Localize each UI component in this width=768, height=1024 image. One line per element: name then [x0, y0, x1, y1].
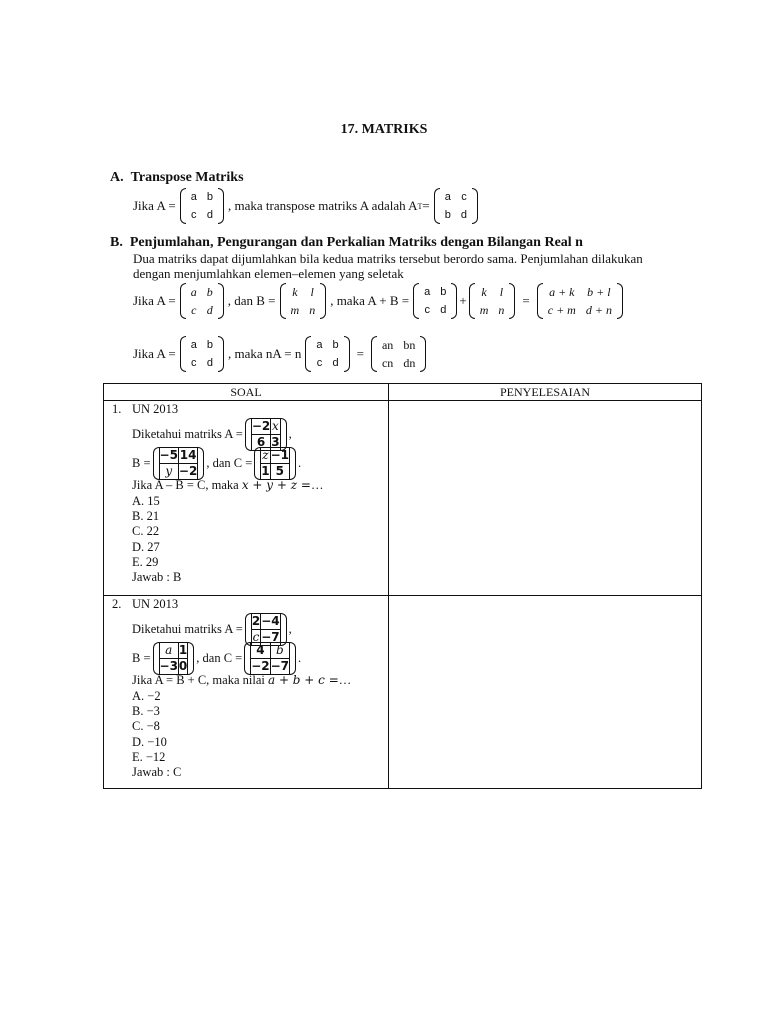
matrix-cell: c [191, 357, 197, 369]
plus-sign: + [459, 293, 467, 308]
matrix-cell: 0 [178, 659, 188, 673]
section-a-formula [133, 188, 478, 224]
section-b-paragraph-line-2: dengan menjumlahkan elemen–elemen yang seletak [133, 266, 404, 281]
matrix-cell: c [316, 357, 323, 369]
matrix-cell: d [206, 303, 213, 317]
matrix-cell: d + n [585, 303, 612, 317]
matrix-cell: −2 [251, 659, 270, 673]
matrix-a [413, 283, 457, 319]
answer: Jawab : C [132, 765, 182, 779]
matrix-row [186, 354, 218, 372]
option-b: B. 21 [132, 509, 160, 523]
problems-table [103, 383, 702, 789]
matrix-row [475, 283, 510, 301]
option-e: E. −12 [132, 750, 166, 764]
scalar-multiplication-formula [133, 336, 426, 372]
matrix-cell: −2 [178, 464, 198, 478]
problem-text: , dan C = [196, 651, 243, 665]
problem-text: Diketahui matriks A = [132, 427, 243, 441]
matrix-cell: n [309, 303, 316, 317]
formula-text: = [422, 198, 430, 213]
matrix-cell: 2 [251, 614, 261, 628]
matrix-cell: c [191, 303, 197, 317]
equals-sign: = [356, 346, 364, 361]
matrix-row [311, 354, 343, 372]
problem-text: , [288, 427, 292, 441]
section-b-heading: B. Penjumlahan, Pengurangan dan Perkalian Matriks dengan Bilangan Real n [110, 235, 583, 250]
matrix-cell: b [206, 339, 213, 351]
matrix-cell: 4 [251, 643, 270, 659]
matrix-sum-result [537, 283, 623, 319]
matrix-cell: a [190, 191, 197, 203]
matrix-cell: z [262, 448, 269, 462]
matrix-cell: c + m [547, 303, 576, 317]
matrix-cell: cn [381, 356, 394, 370]
option-d: D. −10 [132, 735, 167, 749]
matrix-cell: y [159, 464, 178, 480]
formula-text: Jika A = [133, 293, 176, 308]
matrix-row [186, 283, 218, 301]
matrix-cell: −5 [159, 448, 178, 462]
question-math: a + b + c = [267, 673, 339, 687]
matrix-cell: a [316, 339, 323, 351]
matrix-cell: b [440, 286, 447, 298]
matrix-cell: d [206, 209, 213, 221]
matrix-scalar-result [371, 336, 426, 372]
matrix-cell: m [290, 303, 300, 317]
section-b-paragraph-line-1: Dua matriks dapat dijumlahkan bila kedua matriks tersebut berordo sama. Penjumlahan dilakukan [133, 251, 643, 266]
matrix-row [286, 301, 321, 319]
matrix-row [251, 419, 280, 435]
matrix-cell: k [292, 285, 298, 299]
matrix-a [180, 283, 224, 319]
matrix-cell: a [444, 191, 451, 203]
header-soal: SOAL [104, 384, 389, 401]
penyelesaian-cell [389, 596, 702, 789]
matrix-row [186, 336, 218, 354]
problem-line-2 [132, 642, 301, 675]
formula-text: , maka transpose matriks A adalah A [227, 198, 418, 213]
problem-source: UN 2013 [132, 597, 179, 611]
matrix-cell: k [481, 285, 487, 299]
matrix-a-transpose [434, 188, 478, 224]
problem-question [132, 478, 323, 493]
matrix-cell: d [440, 304, 447, 316]
matrix-row [440, 188, 472, 206]
formula-text: , maka nA = n [227, 346, 302, 361]
question-math: x + y + z = [241, 478, 311, 492]
page-title: 17. MATRIKS [340, 122, 428, 137]
matrix-cell: 6 [251, 435, 270, 451]
matrix-row [286, 283, 321, 301]
matrix-row [159, 448, 198, 464]
question-ellipsis: … [338, 673, 352, 687]
matrix-a [180, 336, 224, 372]
matrix-cell: an [381, 338, 394, 352]
matrix-cell: 3 [271, 435, 280, 449]
transpose-superscript: T [417, 201, 423, 211]
problem-text: , [288, 622, 292, 636]
problem-text: . [298, 456, 302, 470]
matrix-row [311, 336, 343, 354]
matrix-cell: n [498, 303, 505, 317]
table-row [104, 401, 702, 596]
header-penyelesaian: PENYELESAIAN [389, 384, 702, 401]
question-text: Jika A – B = C, maka [132, 478, 242, 492]
matrix-row [186, 206, 218, 224]
matrix-cell: 14 [179, 448, 197, 462]
matrix-cell: b [206, 285, 213, 299]
matrix-row [440, 206, 472, 224]
matrix-cell: a [190, 285, 197, 299]
soal-cell [104, 596, 389, 789]
matrix-row [159, 643, 188, 659]
matrix-cell: c [424, 304, 430, 316]
matrix-cell: l [499, 285, 504, 299]
matrix-b [153, 447, 205, 480]
matrix-b [153, 642, 195, 675]
problem-text: , dan C = [206, 456, 253, 470]
matrix-cell: dn [403, 356, 416, 370]
question-text: Jika A = B + C, maka nilai [132, 673, 268, 687]
matrix-row [186, 301, 218, 319]
table-header-row [104, 384, 702, 401]
matrix-cell: 5 [270, 464, 289, 480]
matrix-cell: b [206, 191, 213, 203]
matrix-c [254, 447, 296, 480]
option-c: C. −8 [132, 719, 160, 733]
equals-sign: = [522, 293, 530, 308]
option-b: B. −3 [132, 704, 160, 718]
problem-text: B = [132, 456, 151, 470]
formula-text: Jika A = [133, 346, 176, 361]
matrix-cell: bn [403, 338, 416, 352]
formula-text: Jika A = [133, 198, 176, 213]
addition-formula [133, 283, 623, 319]
matrix-cell: b + l [587, 285, 611, 299]
matrix-cell: l [310, 285, 314, 299]
table-row [104, 596, 702, 789]
matrix-a [180, 188, 224, 224]
formula-text: , maka A + B = [330, 293, 410, 308]
soal-cell [104, 401, 389, 596]
matrix-row [543, 283, 617, 301]
option-d: D. 27 [132, 540, 160, 554]
matrix-row [419, 301, 451, 319]
problem-text: B = [132, 651, 151, 665]
matrix-cell: a [190, 339, 197, 351]
matrix-b [469, 283, 516, 319]
problem-text: Diketahui matriks A = [132, 622, 243, 636]
matrix-a [305, 336, 349, 372]
section-a-heading: A. Transpose Matriks [110, 170, 244, 185]
matrix-row [475, 301, 510, 319]
matrix-cell: a [424, 286, 431, 298]
matrix-row [251, 614, 280, 630]
matrix-cell: 1 [178, 643, 188, 657]
matrix-cell: −2 [251, 419, 271, 433]
option-c: C. 22 [132, 524, 160, 538]
matrix-cell: −7 [270, 659, 290, 673]
option-e: E. 29 [132, 555, 159, 569]
matrix-cell: d [206, 357, 213, 369]
matrix-cell: m [479, 303, 489, 317]
problem-number: 1. [112, 402, 122, 416]
matrix-row [186, 188, 218, 206]
penyelesaian-cell [389, 401, 702, 596]
problem-text: . [298, 651, 302, 665]
matrix-cell: a + k [549, 285, 575, 299]
problem-line-2 [132, 447, 301, 480]
matrix-row [261, 448, 290, 464]
problem-number: 2. [112, 597, 122, 611]
answer: Jawab : B [132, 570, 182, 584]
matrix-cell: −1 [270, 448, 290, 462]
matrix-cell: b [444, 209, 451, 221]
matrix-row [543, 301, 617, 319]
option-a: A. 15 [132, 494, 160, 508]
formula-text: , dan B = [227, 293, 276, 308]
matrix-cell: b [270, 643, 289, 659]
problem-question [132, 673, 351, 688]
matrix-cell: d [332, 357, 339, 369]
matrix-cell: −3 [159, 659, 178, 673]
matrix-row [251, 643, 290, 659]
matrix-row [419, 283, 451, 301]
matrix-cell: b [332, 339, 339, 351]
matrix-c [244, 642, 296, 675]
matrix-b [280, 283, 327, 319]
option-a: A. −2 [132, 689, 161, 703]
question-ellipsis: … [310, 478, 324, 492]
matrix-cell: −7 [261, 630, 280, 644]
matrix-cell: 1 [261, 464, 270, 478]
matrix-cell: d [460, 209, 468, 221]
matrix-cell: c [191, 209, 197, 221]
matrix-cell: c [252, 630, 260, 644]
matrix-row [377, 336, 420, 354]
problem-source: UN 2013 [132, 402, 179, 416]
matrix-cell: a [159, 643, 178, 659]
matrix-cell: x [272, 419, 279, 433]
matrix-cell: −4 [261, 614, 280, 628]
matrix-row [377, 354, 420, 372]
matrix-cell: c [461, 191, 467, 203]
